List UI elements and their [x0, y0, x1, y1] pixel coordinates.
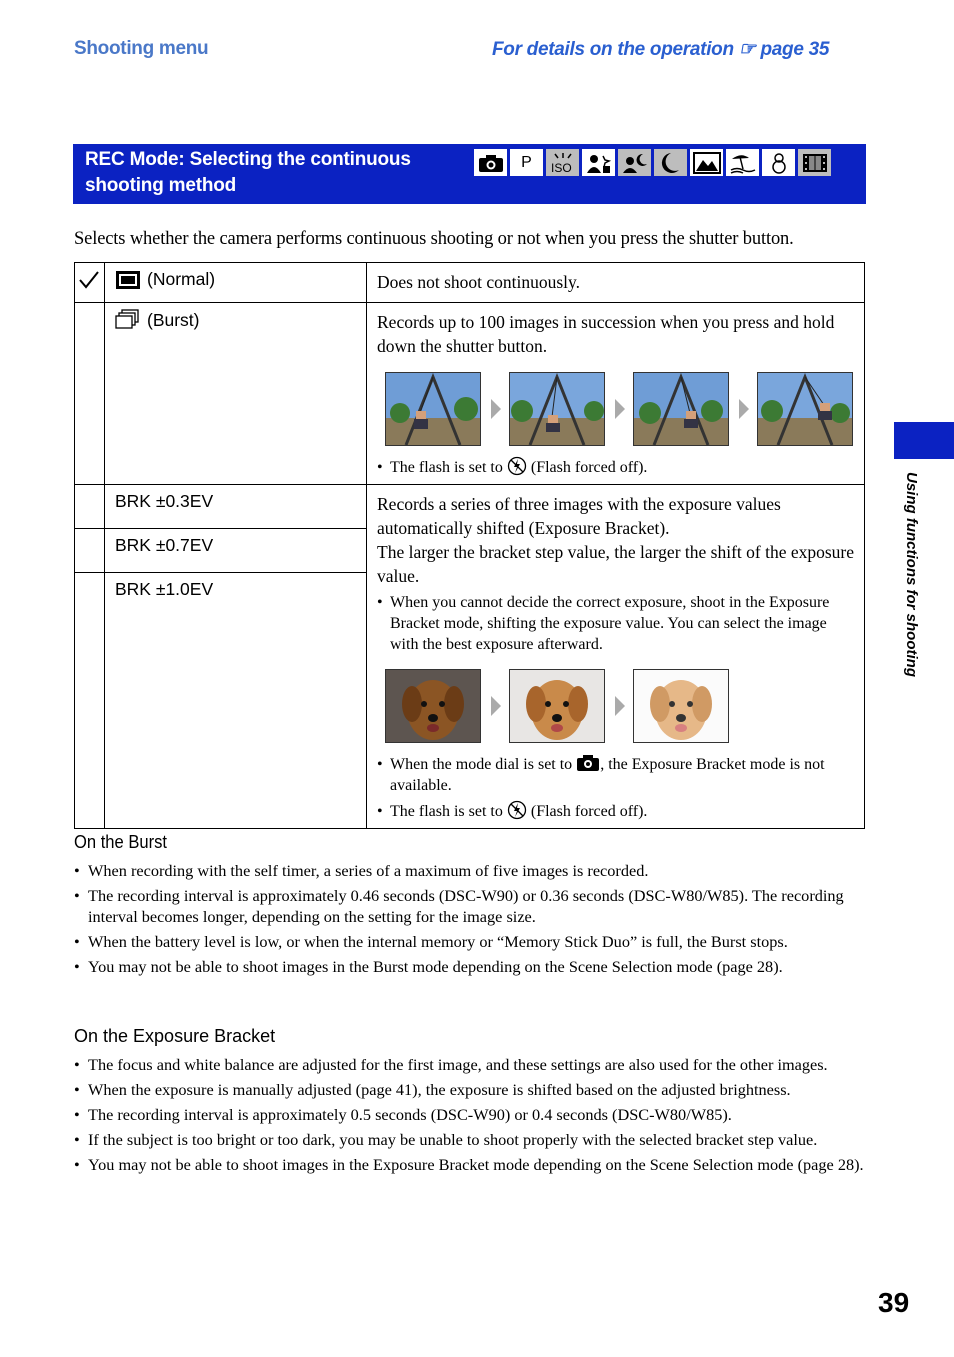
burst-description: Records up to 100 images in succession when you press and hold down the shutter button.	[377, 312, 835, 356]
sequence-arrow-icon	[491, 696, 501, 716]
movie-film-icon	[798, 149, 831, 176]
option-burst	[105, 303, 367, 485]
program-p-icon: P	[510, 149, 543, 176]
svg-text:ISO: ISO	[550, 160, 572, 174]
list-item: • The focus and white balance are adjusted for the first image, and these settings are also used for the other images.	[74, 1054, 866, 1075]
table-row-brk-03	[75, 485, 865, 529]
flash-forced-off-icon	[507, 800, 527, 820]
page-title: REC Mode: Selecting the continuous shooting method	[85, 149, 411, 196]
list-item: • You may not be able to shoot images in the Exposure Bracket mode depending on the Scene Selection mode (page 28).	[74, 1154, 866, 1175]
burst-swing-image-3	[633, 372, 729, 446]
normal-description: Does not shoot continuously.	[367, 263, 865, 303]
twilight-portrait-icon	[618, 149, 651, 176]
list-item: • When the exposure is manually adjusted (page 41), the exposure is shifted based on the adjusted brightness.	[74, 1079, 866, 1100]
intro-text: Selects whether the camera performs continuous shooting or not when you press the shutter button.	[74, 229, 794, 249]
option-burst-label: (Burst)	[147, 309, 200, 330]
table-row-normal	[75, 263, 865, 303]
flash-forced-off-icon	[507, 456, 527, 476]
high-sensitivity-iso-icon	[546, 149, 579, 176]
bracket-notes-list	[74, 1054, 866, 1179]
burst-swing-image-2	[509, 372, 605, 446]
sequence-arrow-icon	[739, 399, 749, 419]
details-reference: For details on the operation ☞ page 35	[492, 39, 830, 60]
burst-example-images	[385, 372, 854, 446]
option-normal-label: (Normal)	[147, 269, 216, 289]
list-item: • When the battery level is low, or when the internal memory or “Memory Stick Duo” is full, the Burst stops.	[74, 931, 866, 952]
bracket-description: Records a series of three images with the exposure values automatically shifted (Exposure Bracket).	[377, 494, 781, 538]
bracket-dog-image-bright	[633, 669, 729, 743]
page-number: 39	[878, 1287, 910, 1318]
rec-mode-table	[74, 262, 865, 829]
sequence-arrow-icon	[615, 399, 625, 419]
bracket-note-1: • When you cannot decide the correct exposure, shoot in the Exposure Bracket mode, shifting the exposure value. You can select the image with the best exposure afterward.	[377, 592, 854, 655]
list-item: • The recording interval is approximately 0.5 seconds (DSC-W90) or 0.4 seconds (DSC-W80/W85).	[74, 1104, 866, 1125]
bracket-notes-heading: On the Exposure Bracket	[74, 1026, 276, 1046]
bracket-note-2: • When the mode dial is set to , the Exposure Bracket mode is not available.	[377, 753, 854, 796]
option-brk-03: BRK ±0.3EV	[105, 485, 367, 529]
burst-flash-note: • The flash is set to (Flash forced off).	[377, 456, 854, 478]
twilight-icon	[654, 149, 687, 176]
snow-icon	[762, 149, 795, 176]
burst-notes-heading: On the Burst	[74, 832, 167, 852]
auto-camera-icon	[576, 753, 600, 772]
default-check-cell	[75, 263, 105, 303]
burst-swing-image-1	[385, 372, 481, 446]
burst-description-cell	[367, 303, 865, 485]
option-normal	[105, 263, 367, 303]
list-item: • You may not be able to shoot images in the Burst mode depending on the Scene Selection mode (page 28).	[74, 956, 866, 977]
bracket-dog-image-dark	[385, 669, 481, 743]
chapter-tab-marker	[894, 422, 954, 459]
bracket-description-cell	[367, 485, 865, 829]
section-title: Shooting menu	[74, 38, 209, 59]
option-brk-10: BRK ±1.0EV	[105, 573, 367, 829]
title-bar	[73, 144, 866, 204]
chapter-side-label: Using functions for shooting	[903, 472, 920, 677]
sequence-arrow-icon	[615, 696, 625, 716]
burst-notes-list	[74, 860, 866, 981]
bracket-description-2: The larger the bracket step value, the larger the shift of the exposure value.	[377, 542, 855, 586]
mode-icon-row	[474, 149, 831, 176]
bracket-example-images	[385, 669, 854, 743]
portrait-icon	[582, 149, 615, 176]
normal-single-frame-icon	[115, 270, 141, 290]
list-item: • The recording interval is approximately 0.46 seconds (DSC-W90) or 0.36 seconds (DSC-W80/W85). The recording interval becomes longer, depending on the setting for the image size.	[74, 885, 866, 927]
list-item: • If the subject is too bright or too dark, you may be unable to shoot properly with the selected bracket step value.	[74, 1129, 866, 1150]
option-brk-07: BRK ±0.7EV	[105, 529, 367, 573]
sequence-arrow-icon	[491, 399, 501, 419]
burst-swing-image-4	[757, 372, 853, 446]
checkmark-icon	[75, 263, 103, 297]
list-item: • When recording with the self timer, a series of a maximum of five images is recorded.	[74, 860, 866, 881]
bracket-dog-image-normal	[509, 669, 605, 743]
burst-icon	[115, 309, 141, 331]
auto-camera-icon	[474, 149, 507, 176]
table-row-burst	[75, 303, 865, 485]
landscape-icon	[690, 149, 723, 176]
bracket-flash-note: • The flash is set to (Flash forced off).	[377, 800, 854, 822]
beach-icon	[726, 149, 759, 176]
